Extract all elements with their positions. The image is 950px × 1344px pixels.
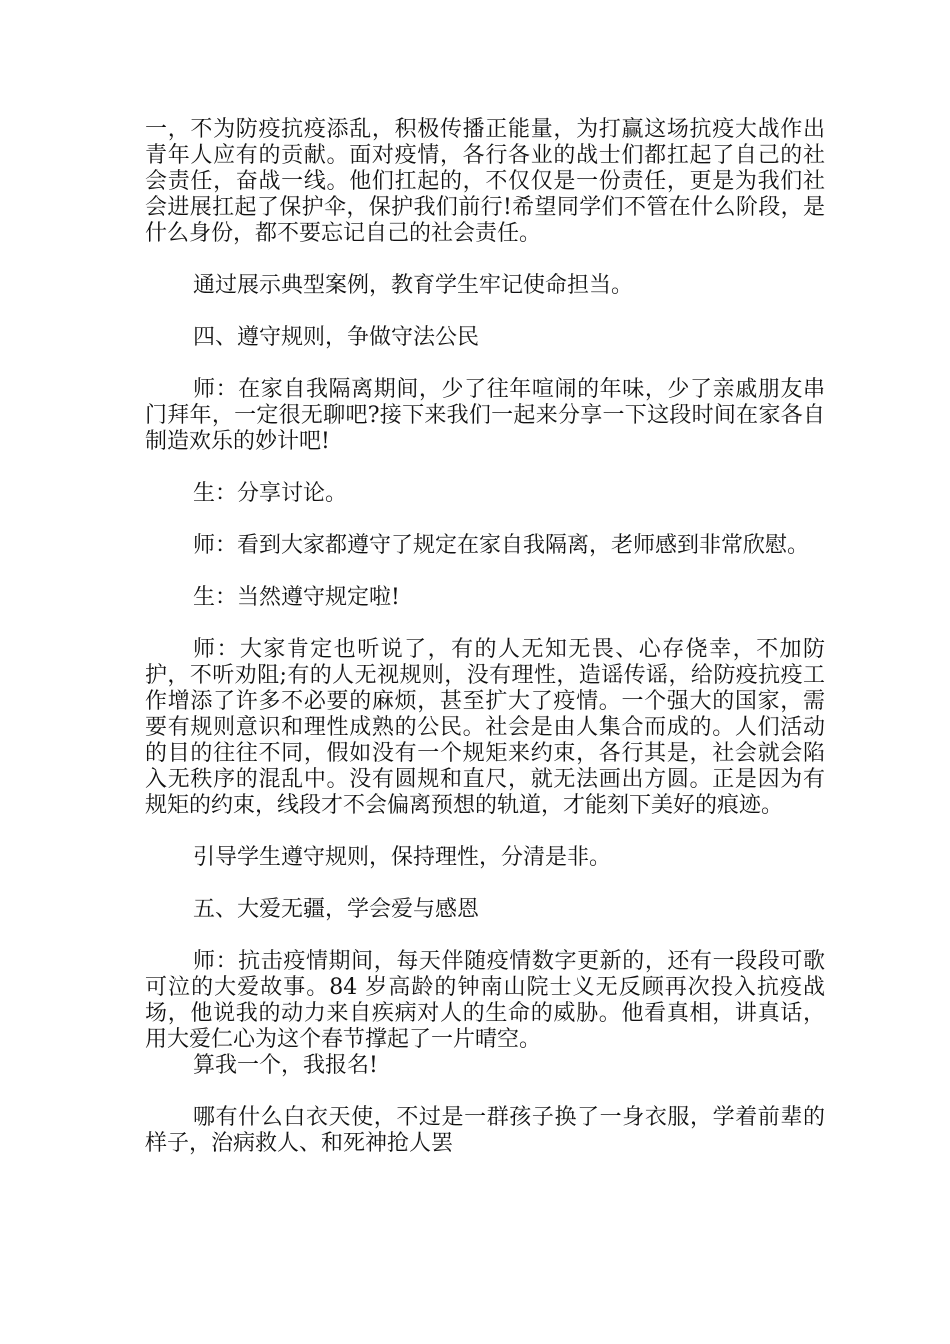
document-page <box>145 117 825 1183</box>
paragraph-teacher-pleased: 师：看到大家都遵守了规定在家自我隔离，老师感到非常欣慰。 <box>193 533 810 558</box>
paragraph-student-share: 生：分享讨论。 <box>193 481 348 506</box>
paragraph-sign-up: 算我一个，我报名! <box>193 1053 378 1078</box>
paragraph-teacher-love: 师：抗击疫情期间，每天伴随疫情数字更新的，还有一段段可歌可泣的大爱故事。84 岁高龄的钟南山院士义无反顾再次投入抗疫战场，他说我的动力来自疾病对人的生命的威胁。他看真相，讲真话，用大爱仁心为这个春节撑起了一片晴空。 <box>145 949 825 1052</box>
paragraph-teacher-rules: 师：大家肯定也听说了，有的人无知无畏、心存侥幸，不加防护，不听劝阻;有的人无视规则，没有理性，造谣传谣，给防疫抗疫工作增添了许多不必要的麻烦，甚至扩大了疫情。一个强大的国家，需要有规则意识和理性成熟的公民。社会是由人集合而成的。人们活动的目的往往不同，假如没有一个规矩来约束，各行其是，社会就会陷入无秩序的混乱中。没有圆规和直尺，就无法画出方圆。正是因为有规矩的约束，线段才不会偏离预想的轨道，才能刻下美好的痕迹。 <box>145 637 825 818</box>
paragraph-case-note: 通过展示典型案例，教育学生牢记使命担当。 <box>193 273 634 298</box>
paragraph-white-angels: 哪有什么白衣天使，不过是一群孩子换了一身衣服，学着前辈的样子，治病救人、和死神抢人罢 <box>145 1105 825 1156</box>
section-heading-5: 五、大爱无疆，学会爱与感恩 <box>193 897 480 922</box>
section-heading-4: 四、遵守规则，争做守法公民 <box>193 325 480 350</box>
paragraph-social-responsibility: 一，不为防疫抗疫添乱，积极传播正能量，为打赢这场抗疫大战作出青年人应有的贡献。面对疫情，各行各业的战士们都扛起了自己的社会责任，奋战一线。他们扛起的，不仅仅是一份责任，更是为我们社会进展扛起了保护伞，保护我们前行!希望同学们不管在什么阶段，是什么身份，都不要忘记自己的社会责任。 <box>145 117 825 246</box>
paragraph-guide-note: 引导学生遵守规则，保持理性，分清是非。 <box>193 845 612 870</box>
paragraph-student-comply: 生：当然遵守规定啦! <box>193 585 400 610</box>
paragraph-teacher-isolation: 师：在家自我隔离期间，少了往年喧闹的年味，少了亲戚朋友串门拜年，一定很无聊吧?接下来我们一起来分享一下这段时间在家各自制造欢乐的妙计吧! <box>145 377 825 454</box>
